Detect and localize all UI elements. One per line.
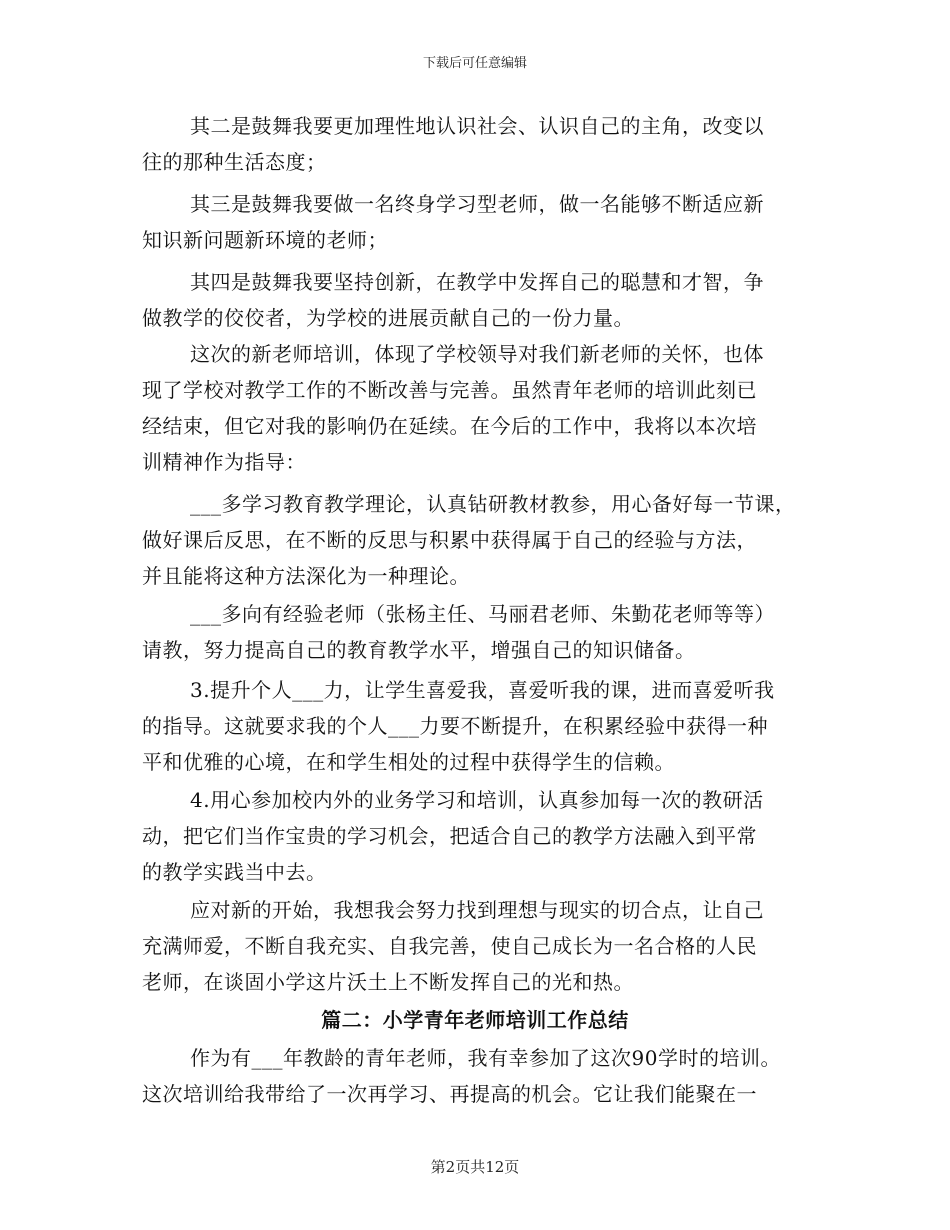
paragraph-line: 的指导。这就要求我的个人___力要不断提升，在积累经验中获得一种 (142, 714, 768, 738)
paragraph-line: 动，把它们当作宝贵的学习机会，把适合自己的教学方法融入到平常 (142, 824, 757, 848)
paragraph-line: 请教，努力提高自己的教育教学水平，增强自己的知识储备。 (142, 638, 696, 662)
paragraph-line: 其四是鼓舞我要坚持创新，在教学中发挥自己的聪慧和才智，争 (190, 270, 764, 294)
paragraph-line: 3.提升个人___力，让学生喜爱我，喜爱听我的课，进而喜爱听我 (190, 678, 775, 702)
paragraph-line: ___多学习教育教学理论，认真钻研教材教参，用心备好每一节课， (190, 492, 796, 516)
paragraph-line: 做好课后反思，在不断的反思与积累中获得属于自己的经验与方法， (142, 528, 757, 552)
paragraph-line: 作为有___年教龄的青年老师，我有幸参加了这次90学时的培训。 (190, 1046, 781, 1070)
paragraph-line: 并且能将这种方法深化为一种理论。 (142, 564, 470, 588)
paragraph-line: 应对新的开始，我想我会努力找到理想与现实的切合点，让自己 (190, 898, 764, 922)
section-heading: 篇二：小学青年老师培训工作总结 (321, 1008, 629, 1032)
paragraph-line: 老师，在谈固小学这片沃土上不断发挥自己的光和热。 (142, 970, 634, 994)
paragraph-line: 4.用心参加校内外的业务学习和培训，认真参加每一次的教研活 (190, 788, 764, 812)
paragraph-line: 平和优雅的心境，在和学生相处的过程中获得学生的信赖。 (142, 750, 675, 774)
paragraph-line: 经结束，但它对我的影响仍在延续。在今后的工作中，我将以本次培 (142, 414, 757, 438)
page-footer: 第2页共12页 (430, 1158, 520, 1176)
paragraph-line: 做教学的佼佼者，为学校的进展贡献自己的一份力量。 (142, 306, 634, 330)
paragraph-line: 这次的新老师培训，体现了学校领导对我们新老师的关怀，也体 (190, 342, 764, 366)
paragraph-line: 其三是鼓舞我要做一名终身学习型老师，做一名能够不断适应新 (190, 192, 764, 216)
paragraph-line: 往的那种生活态度； (142, 150, 327, 174)
paragraph-line: 训精神作为指导： (142, 450, 306, 474)
paragraph-line: ___多向有经验老师（张杨主任、马丽君老师、朱勤花老师等等） (190, 602, 775, 626)
paragraph-line: 充满师爱，不断自我充实、自我完善，使自己成长为一名合格的人民 (142, 934, 757, 958)
paragraph-line: 这次培训给我带给了一次再学习、再提高的机会。它让我们能聚在一 (142, 1082, 757, 1106)
paragraph-line: 知识新问题新环境的老师； (142, 228, 388, 252)
page-header: 下载后可任意编辑 (422, 56, 527, 71)
paragraph-line: 现了学校对教学工作的不断改善与完善。虽然青年老师的培训此刻已 (142, 378, 757, 402)
paragraph-line: 其二是鼓舞我要更加理性地认识社会、认识自己的主角，改变以 (190, 114, 764, 138)
paragraph-line: 的教学实践当中去。 (142, 860, 327, 884)
